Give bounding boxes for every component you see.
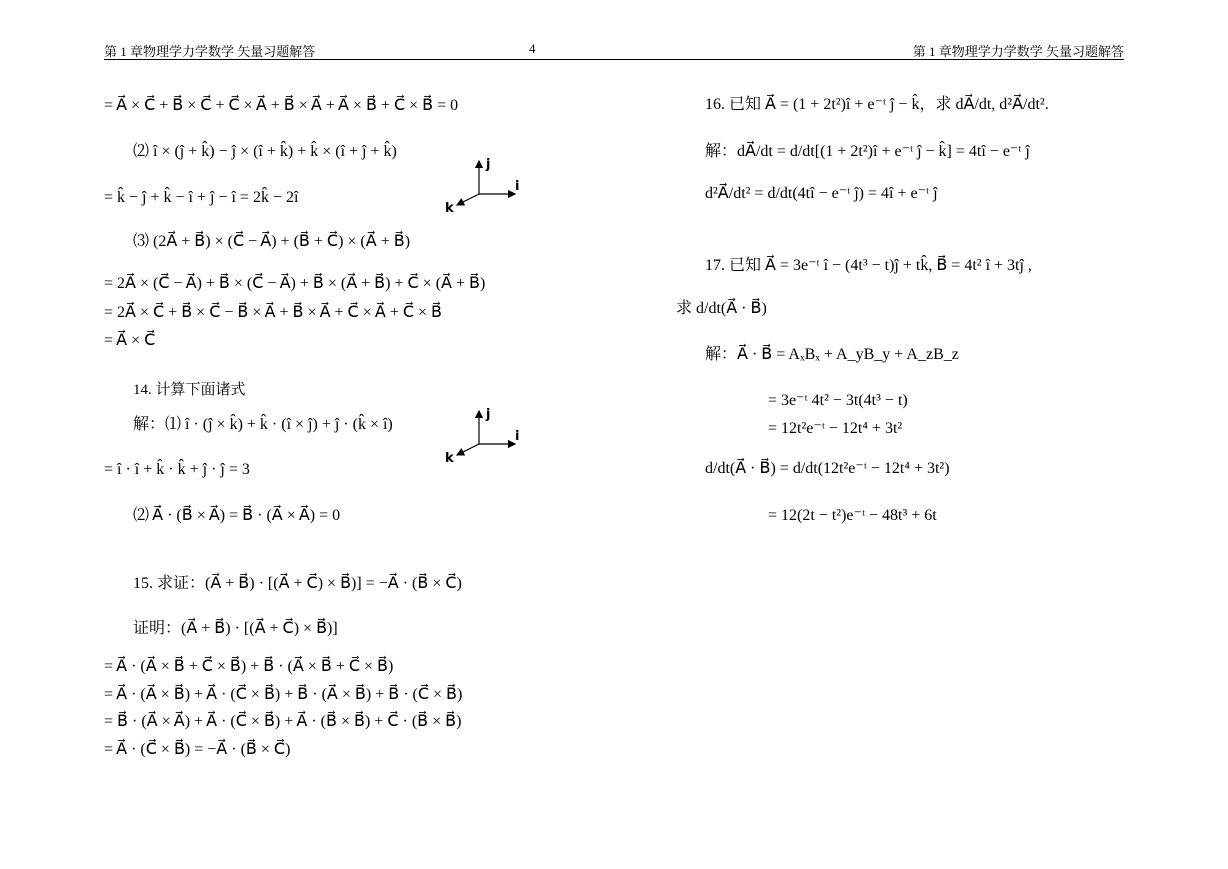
eq-16-second-derivative: d²A⃗/dt² = d/dt(4tî − e⁻ᵗ ĵ) = 4î + e⁻ᵗ ĵ bbox=[705, 185, 938, 202]
problem-17-statement: 17. 已知 A⃗ = 3e⁻ᵗ î − (4t³ − t)ĵ + tk̂, B⃗ = 4t² î + 3tĵ , bbox=[705, 257, 1032, 274]
eq-14-part2: ⑵ A⃗ · (B⃗ × A⃗) = B⃗ · (A⃗ × A⃗) = 0 bbox=[133, 507, 341, 524]
eq-17-step2: = 12t²e⁻ᵗ − 12t⁴ + 3t² bbox=[768, 420, 903, 437]
axis-label-j: j bbox=[486, 407, 491, 422]
eq-part2-unit-vectors: ⑵ î × (ĵ + k̂) − ĵ × (î + k̂) + k̂ × (î + ĵ + k̂) bbox=[133, 143, 397, 160]
proof-15-start: 证明：(A⃗ + B⃗) · [(A⃗ + C⃗) × B⃗)] bbox=[133, 620, 338, 637]
running-header-right: 第 1 章物理学力学数学 矢量习题解答 bbox=[912, 44, 1124, 59]
eq-part3-result: = A⃗ × C⃗ bbox=[104, 332, 156, 349]
proof-15-step1: = A⃗ · (A⃗ × B⃗ + C⃗ × B⃗) + B⃗ · (A⃗ × B⃗ + C⃗ × B⃗) bbox=[104, 658, 394, 675]
eq-17-step1: = 3e⁻ᵗ 4t² − 3t(4t³ − t) bbox=[768, 392, 908, 409]
k-axis-arrow bbox=[457, 194, 479, 205]
axis-label-i: i bbox=[515, 179, 520, 194]
coordinate-axes-diagram bbox=[443, 403, 525, 469]
axis-label-k: k bbox=[445, 201, 454, 216]
problem-17-ask: 求 d/dt(A⃗ · B⃗) bbox=[676, 300, 767, 317]
page-number: 4 bbox=[529, 41, 536, 56]
eq-17-dot-product: 解：A⃗ · B⃗ = AₓBₓ + A_yB_y + A_zB_z bbox=[705, 346, 959, 363]
eq-16-first-derivative: 解：dA⃗/dt = d/dt[(1 + 2t²)î + e⁻ᵗ ĵ − k̂] = 4tî − e⁻ᵗ ĵ bbox=[705, 143, 1030, 160]
problem-16-statement: 16. 已知 A⃗ = (1 + 2t²)î + e⁻ᵗ ĵ − k̂，求 dA⃗/dt, d²A⃗/dt². bbox=[705, 96, 1049, 113]
coordinate-axes-diagram bbox=[443, 153, 525, 219]
axis-label-j: j bbox=[486, 157, 491, 172]
axis-label-k: k bbox=[445, 451, 454, 466]
eq-part2-result: = k̂ − ĵ + k̂ − î + ĵ − î = 2k̂ − 2î bbox=[104, 189, 299, 206]
eq-part3-step2: = 2A⃗ × C⃗ + B⃗ × C⃗ − B⃗ × A⃗ + B⃗ × A⃗ + C⃗ × A⃗ + C⃗ × B⃗ bbox=[104, 304, 443, 321]
eq-17-result: = 12(2t − t²)e⁻ᵗ − 48t³ + 6t bbox=[768, 507, 937, 524]
eq-17-derivative: d/dt(A⃗ · B⃗) = d/dt(12t²e⁻ᵗ − 12t⁴ + 3t²) bbox=[705, 460, 950, 477]
running-header-left: 第 1 章物理学力学数学 矢量习题解答 bbox=[104, 44, 316, 59]
problem-15-statement: 15. 求证：(A⃗ + B⃗) · [(A⃗ + C⃗) × B⃗)] = −A⃗ · (B⃗ × C⃗) bbox=[133, 575, 462, 592]
eq-14-part1: 解：⑴ î · (ĵ × k̂) + k̂ · (î × ĵ) + ĵ · (k̂ × î) bbox=[133, 416, 393, 433]
eq-part3-expression: ⑶ (2A⃗ + B⃗) × (C⃗ − A⃗) + (B⃗ + C⃗) × (A⃗ + B⃗) bbox=[133, 233, 411, 250]
proof-15-result: = A⃗ · (C⃗ × B⃗) = −A⃗ · (B⃗ × C⃗) bbox=[104, 741, 291, 758]
eq-cross-sum-zero: = A⃗ × C⃗ + B⃗ × C⃗ + C⃗ × A⃗ + B⃗ × A⃗ + A⃗ × B⃗ + C⃗ × B⃗ = 0 bbox=[104, 97, 459, 114]
k-axis-arrow bbox=[457, 444, 479, 455]
eq-part3-step1: = 2A⃗ × (C⃗ − A⃗) + B⃗ × (C⃗ − A⃗) + B⃗ × (A⃗ + B⃗) + C⃗ × (A⃗ + B⃗) bbox=[104, 275, 486, 292]
proof-15-step2: = A⃗ · (A⃗ × B⃗) + A⃗ · (C⃗ × B⃗) + B⃗ · (A⃗ × B⃗) + B⃗ · (C⃗ × B⃗) bbox=[104, 686, 463, 703]
axis-label-i: i bbox=[515, 429, 520, 444]
proof-15-step3: = B⃗ · (A⃗ × A⃗) + A⃗ · (C⃗ × B⃗) + A⃗ · (B⃗ × B⃗) + C⃗ · (B⃗ × B⃗) bbox=[104, 713, 462, 730]
header-rule bbox=[104, 59, 1124, 60]
problem-14-heading: 14. 计算下面诸式 bbox=[133, 382, 246, 398]
eq-14-part1-result: = î · î + k̂ · k̂ + ĵ · ĵ = 3 bbox=[104, 461, 250, 478]
